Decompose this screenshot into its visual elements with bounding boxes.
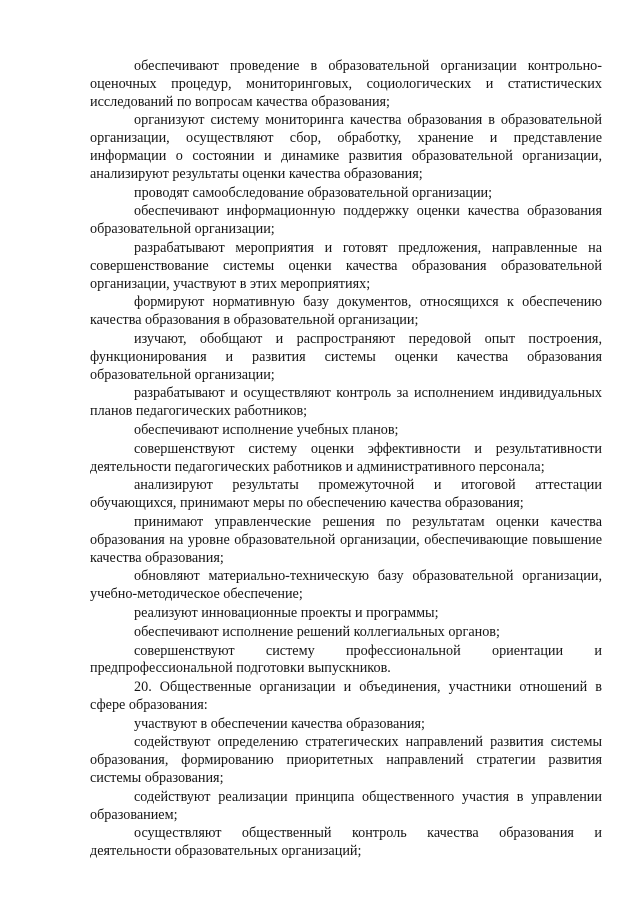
paragraph: формируют нормативную базу документов, относящихся к обеспечению качества образования в образовательной организации; — [90, 294, 602, 329]
paragraph: содействуют реализации принципа общественного участия в управлении образованием; — [90, 788, 602, 823]
paragraph: разрабатывают мероприятия и готовят предложения, направленные на совершенствование системы оценки качества образования образовательной организации, участвуют в этих мероприятиях; — [90, 239, 602, 292]
paragraph: участвуют в обеспечении качества образования; — [134, 715, 425, 732]
paragraph: содействуют определению стратегических направлений развития системы образования, формированию приоритетных направлений стратегии развития системы образования; — [90, 734, 602, 787]
paragraph: обеспечивают исполнение учебных планов; — [134, 421, 399, 438]
paragraph: изучают, обобщают и распространяют передовой опыт построения, функционирования и развития системы оценки качества образования образовательной организации; — [90, 330, 602, 383]
paragraph: обновляют материально-техническую базу образовательной организации, учебно-методическое обеспечение; — [90, 568, 602, 603]
paragraph: анализируют результаты промежуточной и итоговой аттестации обучающихся, принимают меры по обеспечению качества образования; — [90, 477, 602, 512]
paragraph: обеспечивают проведение в образовательной организации контрольно-оценочных процедур, мониторинговых, социологических и статистических исследований по вопросам качества образования; — [90, 58, 602, 110]
paragraph: совершенствуют систему оценки эффективности и результативности деятельности педагогических работников и административного персонала; — [90, 440, 602, 475]
paragraph: разрабатывают и осуществляют контроль за исполнением индивидуальных планов педагогических работников; — [90, 385, 602, 420]
paragraph: организуют систему мониторинга качества образования в образовательной организации, осуществляют сбор, обработку, хранение и представление информации о состоянии и динамике развития образовательной организации, анализируют результаты оценки качества образования; — [90, 112, 602, 182]
paragraph: осуществляют общественный контроль качества образования и деятельности образовательных организаций; — [90, 825, 602, 860]
section-paragraph-20: 20. Общественные организации и объединения, участники отношений в сфере образования: — [90, 679, 602, 713]
paragraph: совершенствуют систему профессиональной ориентации и предпрофессиональной подготовки выпускников. — [90, 642, 602, 677]
paragraph: принимают управленческие решения по результатам оценки качества образования на уровне образовательной организации, обеспечивающие повышение качества образования; — [90, 513, 602, 566]
document-body — [90, 58, 602, 861]
paragraph: обеспечивают информационную поддержку оценки качества образования образовательной организации; — [90, 203, 602, 238]
paragraph: реализуют инновационные проекты и программы; — [134, 604, 439, 621]
paragraph: обеспечивают исполнение решений коллегиальных органов; — [134, 623, 500, 640]
paragraph: проводят самообследование образовательной организации; — [134, 184, 493, 201]
